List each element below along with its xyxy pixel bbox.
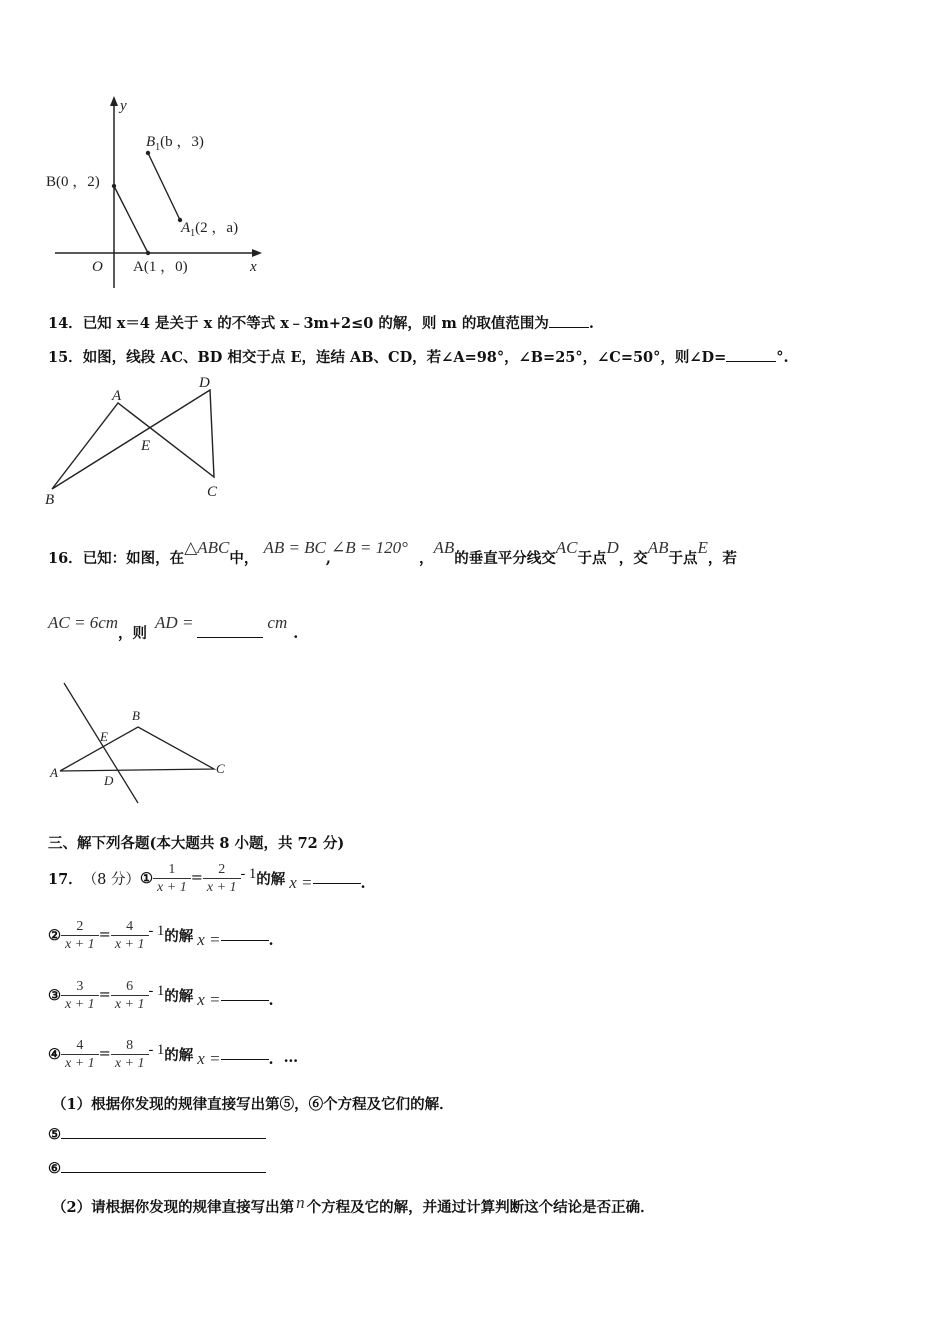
eq3-right-num: 6 (126, 978, 134, 994)
eq2-period: . (268, 931, 274, 949)
a1-label: $A_1(2$ ，a) (181, 220, 239, 239)
q17-score: （8 分） (82, 871, 141, 888)
q14-answer-blank[interactable] (549, 327, 589, 328)
eq2-x-equals: x = (197, 930, 221, 949)
coordinate-figure (40, 90, 280, 290)
q16-period: . (293, 625, 299, 642)
y-arrow-icon (110, 96, 118, 106)
eq2-solution-text: 的解 (164, 927, 194, 945)
q14-end: . (588, 315, 594, 332)
eq2-right-fraction (111, 918, 149, 953)
q16-text-1: 已知：如图，在 (82, 550, 185, 567)
part2-n: n (296, 1193, 305, 1212)
q14-number: 14． (48, 315, 83, 332)
q16-text-2: 中， (229, 550, 259, 567)
part2-text-b: 个方程及它的解，并通过计算判断这个结论是否正确． (306, 1199, 655, 1216)
q15-text: 如图，线段 AC、BD 相交于点 E，连结 AB、CD，若∠A=98°，∠B=25°，∠C=50°，则∠D= (82, 349, 727, 366)
eq4-left-den: x + 1 (61, 1054, 99, 1072)
eq4-right-fraction (111, 1037, 149, 1072)
eq1-left-den: x + 1 (153, 878, 191, 896)
eq1-right-den: x + 1 (203, 878, 241, 896)
eq1-equals: = (190, 870, 203, 886)
fig15-label-b: B (45, 492, 55, 507)
q16-ab-eq-bc: AB = BC (263, 538, 326, 557)
q16-triangle-abc: △ABC (184, 538, 230, 557)
eq3-solution-text: 的解 (164, 987, 194, 1005)
q16-ad: AD = (155, 613, 194, 632)
q17-equation-3 (48, 975, 274, 1015)
eq1-mark: ① (140, 869, 154, 887)
b1-label: $B_1(b$ ，3) (146, 134, 204, 153)
eq3-answer-blank[interactable] (221, 1000, 269, 1001)
eq3-right-fraction (111, 978, 149, 1013)
eq1-minus-one: - 1 (240, 865, 257, 882)
q14-text: 已知 x＝4 是关于 x 的不等式 x﹣3m+2≤0 的解，则 m 的取值范围为 (82, 315, 549, 332)
answer-5-blank[interactable] (61, 1138, 266, 1139)
q17-equation-1 (48, 858, 366, 898)
b-label: B(0 ，2) (46, 174, 100, 190)
fig16-label-e: E (100, 729, 108, 744)
q16-ac: AC (555, 538, 578, 557)
point-b (112, 184, 116, 188)
q16-text-6: 于点 (668, 550, 698, 567)
eq1-right-num: 2 (218, 861, 226, 877)
eq2-right-num: 4 (126, 918, 134, 934)
eq4-left-fraction (61, 1037, 99, 1072)
q16-answer-blank[interactable] (197, 637, 263, 638)
eq3-mark: ③ (48, 986, 61, 1004)
q17-part-1: （1）根据你发现的规律直接写出第⑤，⑥个方程及它们的解． (52, 1096, 454, 1113)
eq4-equals: = (98, 1046, 111, 1062)
eq4-mark: ④ (48, 1045, 61, 1063)
a-label: A(1 ，0) (133, 259, 188, 275)
q16-text-4: 于点 (577, 550, 607, 567)
eq4-x-equals: x = (197, 1049, 221, 1068)
q17-equation-4 (48, 1034, 298, 1074)
mark-5: ⑤ (48, 1126, 61, 1143)
part2-text-a: （2）请根据你发现的规律直接写出第 (52, 1199, 295, 1216)
q15-answer-blank[interactable] (726, 361, 776, 362)
eq4-period: . (268, 1050, 274, 1068)
eq1-solution-text: 的解 (256, 870, 286, 888)
eq2-minus-one: - 1 (148, 922, 165, 939)
eq1-period: . (360, 874, 366, 892)
eq4-ellipsis: … (283, 1048, 299, 1066)
q16-ab: AB (433, 538, 455, 557)
eq2-equals: = (98, 927, 111, 943)
q17-number: 17． (48, 870, 83, 888)
figure-16 (40, 675, 250, 810)
section-3-title: 三、解下列各题(本大题共 8 小题，共 72 分) (48, 835, 345, 852)
fig15-label-e: E (141, 438, 151, 454)
x-arrow-icon (252, 249, 262, 257)
eq2-left-fraction (61, 918, 99, 953)
figure-15-lines (52, 390, 214, 489)
eq3-x-equals: x = (197, 990, 221, 1009)
q15-number: 15． (48, 349, 83, 366)
eq3-period: . (268, 991, 274, 1009)
q17-equation-2 (48, 915, 274, 955)
y-label: y (120, 98, 127, 114)
q17-answer-5 (48, 1126, 266, 1143)
eq2-left-num: 2 (76, 918, 84, 934)
mark-6: ⑥ (48, 1160, 61, 1177)
origin-label: O (92, 259, 103, 275)
eq1-left-num: 1 (168, 861, 176, 877)
eq4-answer-blank[interactable] (221, 1059, 269, 1060)
eq4-solution-text: 的解 (164, 1046, 194, 1064)
q16-angle-b: ∠B = 120° (330, 538, 408, 557)
q16-unit-cm: cm (267, 613, 288, 632)
fig16-label-d: D (104, 773, 114, 788)
eq4-right-den: x + 1 (111, 1054, 149, 1072)
q15-end: °. (776, 349, 789, 366)
q16-text-7: ，若 (707, 550, 737, 567)
x-label: x (250, 259, 257, 275)
fig16-label-c: C (216, 761, 225, 776)
q16-text-3: 的垂直平分线交 (454, 550, 556, 567)
q16-comma-1: , (325, 550, 331, 567)
eq4-right-num: 8 (126, 1037, 134, 1053)
q16-text-5: ，交 (618, 550, 648, 567)
fig15-label-d: D (199, 375, 210, 391)
q16-number: 16． (48, 550, 83, 567)
question-14 (48, 312, 594, 333)
eq3-minus-one: - 1 (148, 982, 165, 999)
eq3-left-fraction (61, 978, 99, 1013)
eq2-mark: ② (48, 926, 61, 944)
question-15 (48, 346, 789, 367)
q16-then: ，则 (118, 625, 148, 642)
segment-a1b1 (148, 153, 180, 220)
q17-answer-6 (48, 1160, 266, 1177)
eq2-left-den: x + 1 (61, 935, 99, 953)
eq4-left-num: 4 (76, 1037, 84, 1053)
fig15-label-a: A (112, 388, 122, 404)
triangle-abc (60, 727, 214, 771)
q17-part-2 (52, 1193, 655, 1217)
eq1-left-fraction (153, 861, 191, 896)
eq1-answer-blank[interactable] (313, 883, 361, 884)
eq3-left-den: x + 1 (61, 995, 99, 1013)
q16-ab-2: AB (647, 538, 669, 557)
q16-e: E (697, 538, 708, 557)
question-16-line-2 (48, 613, 299, 647)
eq1-right-fraction (203, 861, 241, 896)
q16-comma-2: ， (418, 550, 434, 567)
eq3-left-num: 3 (76, 978, 84, 994)
q16-ac-6cm: AC = 6cm (48, 613, 119, 632)
fig16-label-a: A (50, 765, 58, 780)
question-16-line-1 (48, 538, 737, 572)
fig15-label-c: C (207, 484, 218, 500)
eq4-minus-one: - 1 (148, 1041, 165, 1058)
point-b1 (146, 151, 150, 155)
point-a (146, 251, 150, 255)
figure-15 (40, 372, 240, 507)
eq3-right-den: x + 1 (111, 995, 149, 1013)
segment-ab (114, 186, 148, 253)
q16-d: D (606, 538, 619, 557)
eq1-x-equals: x = (289, 873, 313, 892)
eq2-right-den: x + 1 (111, 935, 149, 953)
fig16-label-b: B (132, 708, 140, 723)
eq2-answer-blank[interactable] (221, 940, 269, 941)
answer-6-blank[interactable] (61, 1172, 266, 1173)
eq3-equals: = (98, 987, 111, 1003)
